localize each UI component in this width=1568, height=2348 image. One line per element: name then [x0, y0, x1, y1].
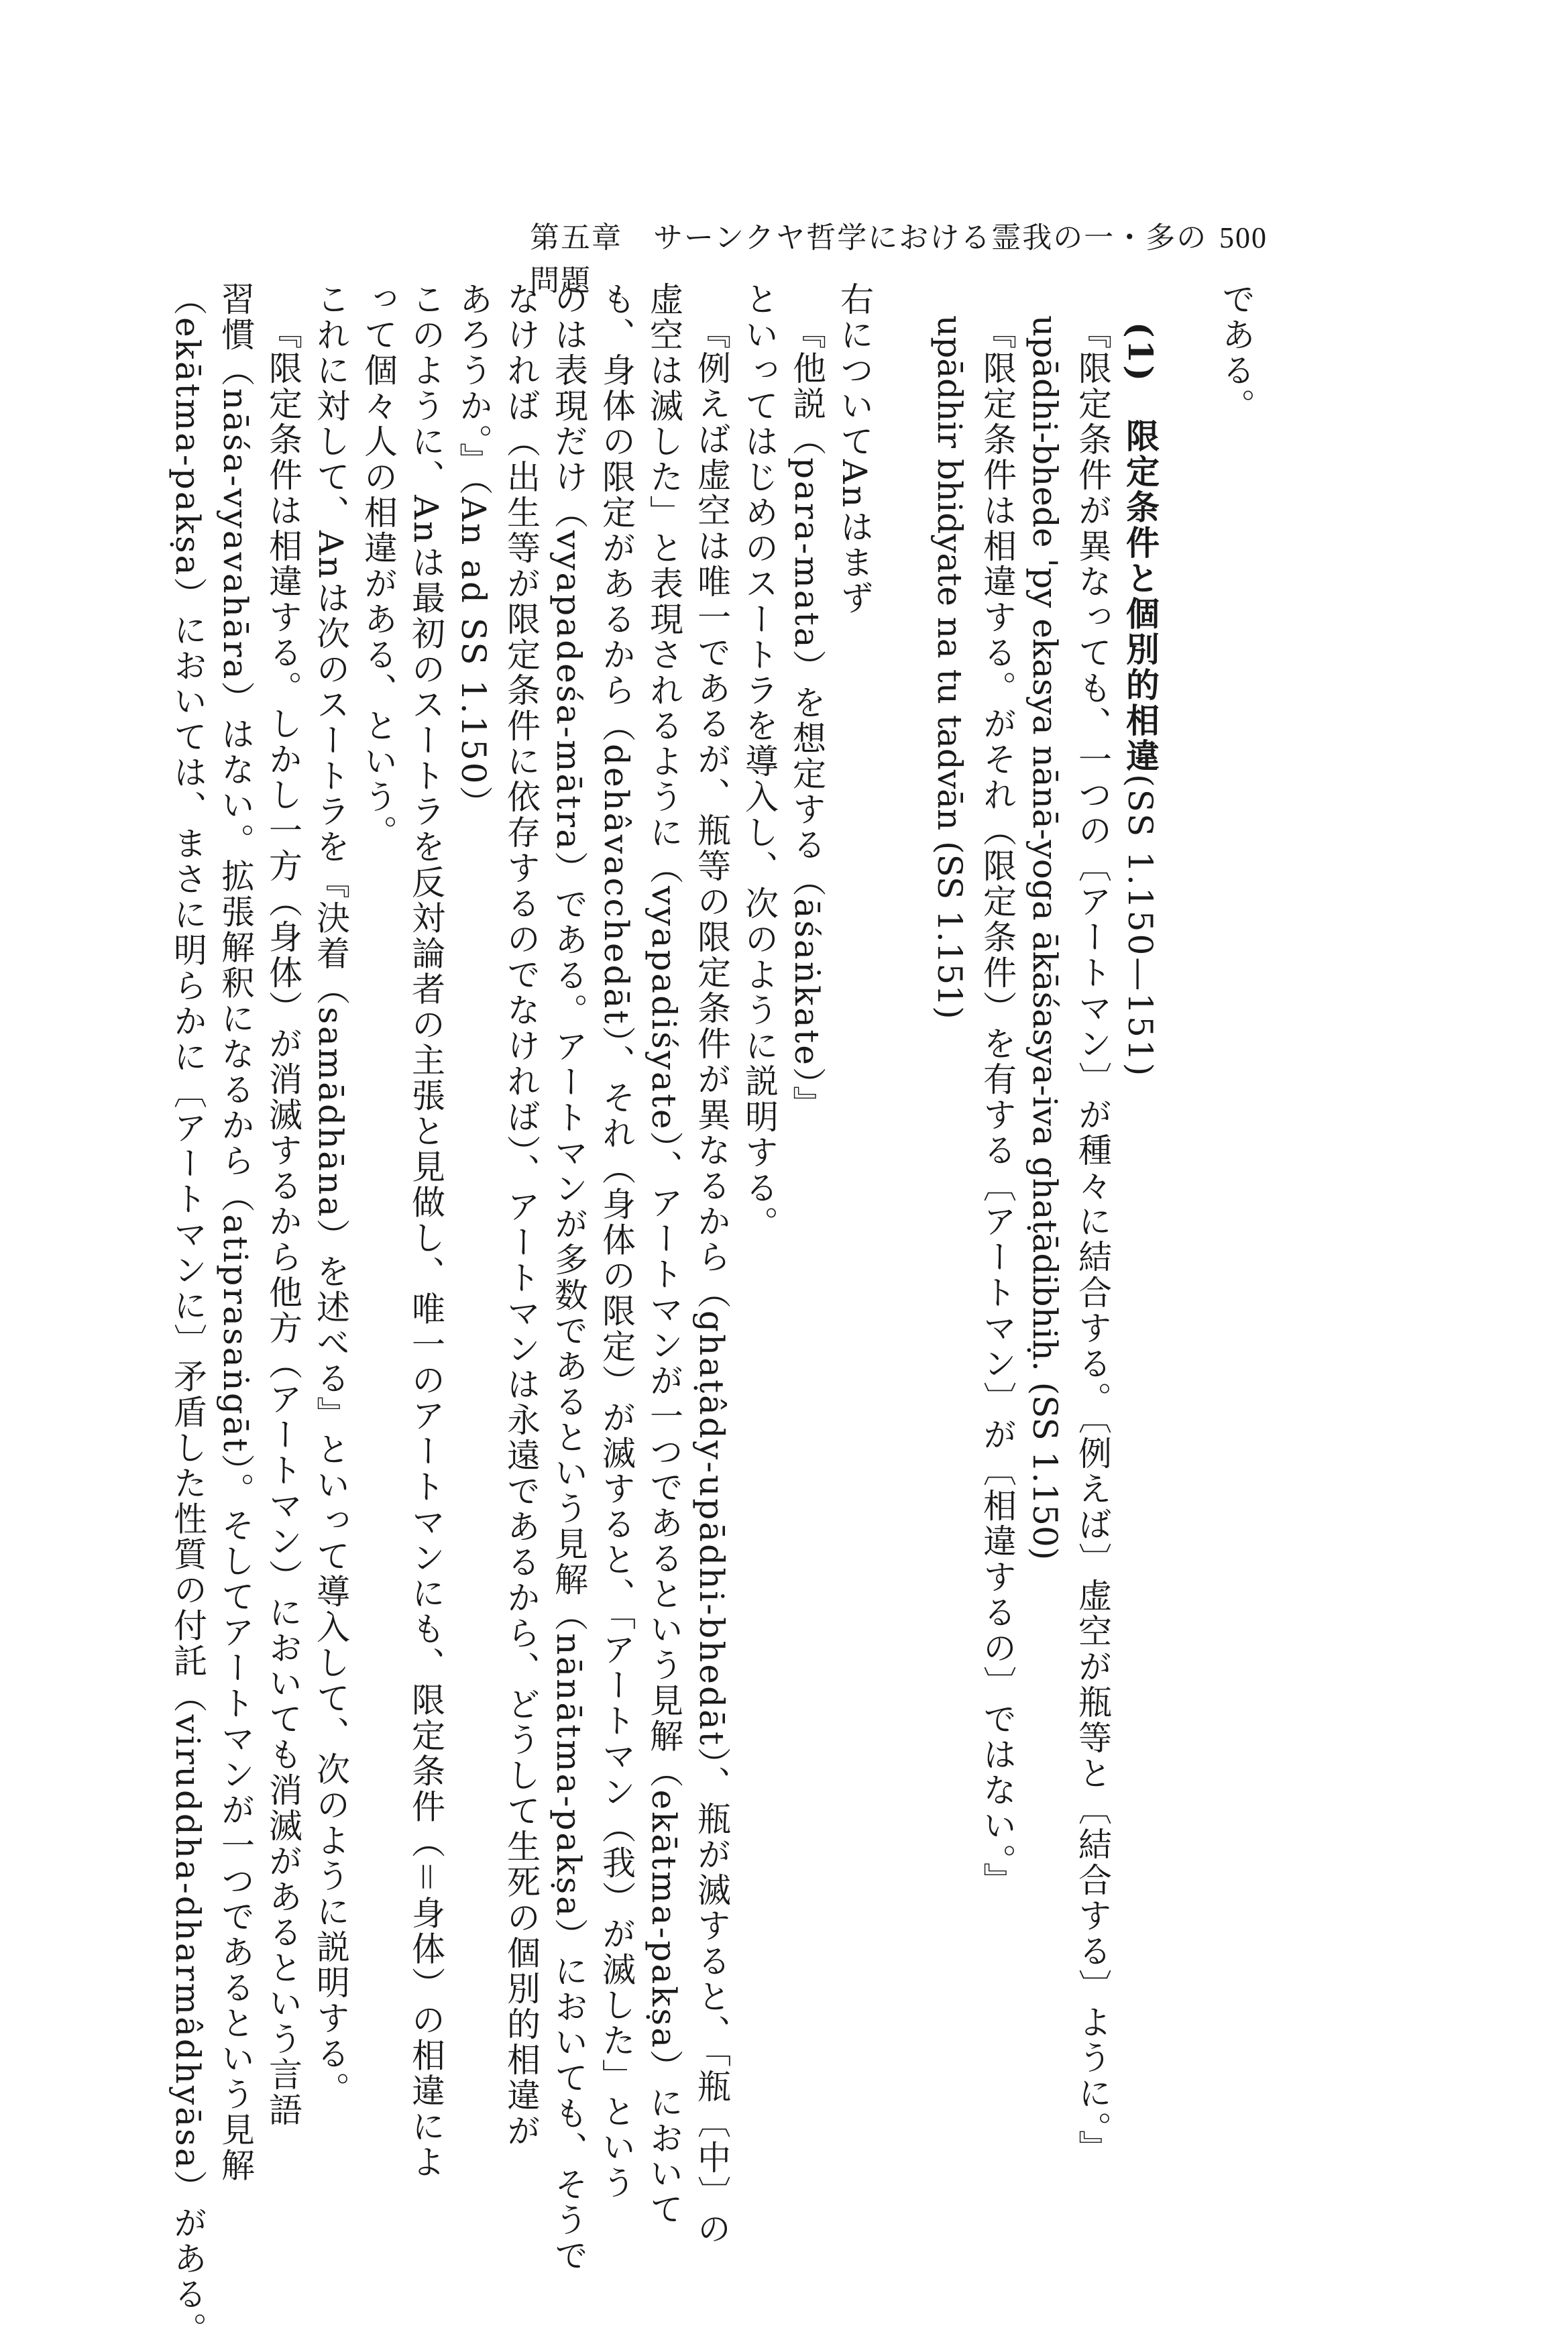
text-line: のは表現だけ（vyapadeśa-mātra）である。アートマンが多数であるという見解（nānātma-pakṣa）においても、そうで: [549, 282, 588, 2274]
section-reference: (SS 1.150—151): [1121, 774, 1160, 1078]
text-line: 虚空は滅した」と表現されるように（vyapadiśyate）、アートマンが一つであるという見解（ekātma-pakṣa）において: [645, 282, 683, 2228]
text-line: あろうか。』（An ad SS 1.150）: [454, 282, 493, 822]
text-line: このように、Anは最初のスートラを反対論者の主張と見做し、唯一のアートマンにも、限定条件（＝身体）の相違によ: [406, 282, 445, 2180]
section-heading: [1116, 282, 1164, 2133]
text-line: これに対して、Anは次のスートラを『決着（samādhāna）を述べる』といって導入して、次のように説明する。: [311, 282, 350, 2108]
running-title: 第五章 サーンクヤ哲学における霊我の一・多の問題: [530, 221, 1208, 298]
blank-line: [1164, 282, 1212, 2133]
sutra-translation: 『限定条件が異なっても、一つの〔アートマン〕が種々に結合する。〔例えば〕虚空が瓶等と〔結合する〕ように。』: [1073, 315, 1112, 2166]
text-line: って個々人の相違がある、という。: [359, 282, 398, 850]
section-title: 限定条件と個別的相違: [1121, 418, 1160, 775]
text-line: なければ（出生等が限定条件に依存するのでなければ）、アートマンは永遠であるから、どうして生死の個別的相違が: [502, 282, 541, 2149]
text-line: も、身体の限定があるから（dehâvacchedāt）、それ（身体の限定）が滅すると、「アートマン（我）が滅した」という: [597, 282, 636, 2201]
main-text: [164, 282, 1259, 2348]
text-line: （ekātma-pakṣa）においては、まさに明らかに〔アートマンに〕矛盾した性質の付託（viruddha-dharmâdhyāsa）がある。: [168, 282, 207, 2348]
sutra-translation: 『限定条件は相違する。がそれ（限定条件）を有する〔アートマン〕が〔相違するの〕ではない。』: [978, 315, 1017, 1898]
text-line: 右についてAnはまず: [835, 282, 874, 616]
sutra-sanskrit: upādhir bhidyate na tu tadvān (SS 1.151): [930, 315, 969, 1019]
text-line: 習慣（nāśa-vyavahāra）はない。拡張解釈になるから（atiprasaṅgāt）。そしてアートマンが一つであるという見解: [216, 282, 255, 2184]
quote-line: 『他説（para-mata）を想定する（āśaṅkate）』: [787, 315, 826, 1121]
page-number: 500: [1219, 221, 1268, 254]
blank-line: [878, 282, 926, 2133]
text-line: である。: [1217, 282, 1255, 424]
sutra-sanskrit: upādhi-bhede 'py ekasya nānā-yoga ākāśasya-iva ghaṭādibhiḥ. (SS 1.150): [1025, 315, 1064, 1561]
text-line: といってはじめのスートラを導入し、次のように説明する。: [740, 282, 779, 1241]
quote-line: 『例えば虚空は唯一であるが、瓶等の限定条件が異なるから（ghaṭâdy-upādhi-bhedāt）、瓶が滅すると、「瓶〔中〕の: [692, 315, 731, 2247]
section-number: (1): [1121, 322, 1160, 384]
quote-line: 『限定条件は相違する。しかし一方（身体）が消滅するから他方（アートマン）においても消滅があるという言語: [264, 315, 302, 2128]
